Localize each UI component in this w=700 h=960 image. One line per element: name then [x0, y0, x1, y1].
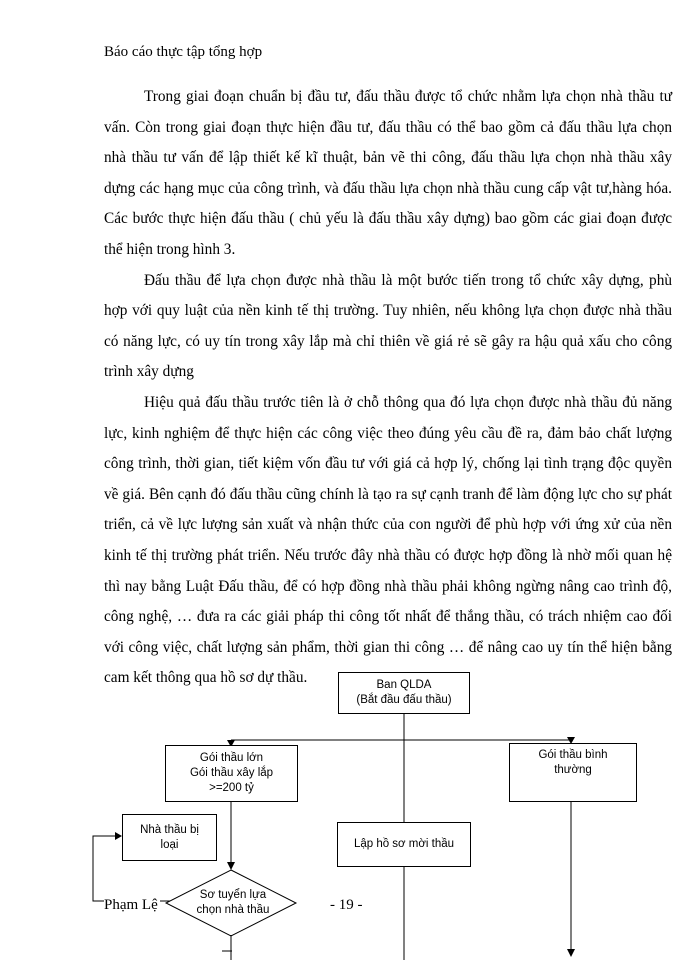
paragraph-1: Trong giai đoạn chuẩn bị đầu tư, đấu thầu được tổ chức nhằm lựa chọn nhà thầu tư vấn. Còn trong giai đoạn thực hiện đầu tư, đấu thầu có thể bao gồm cả đấu thầu lựa chọn nhà thầu tư vấn để lập thiết kế kĩ thuật, bản vẽ thi công, đấu thầu lựa chọn nhà thầu xây dựng các hạng mục của công trình, và đấu thầu lựa chọn nhà thầu cung cấp vật tư,hàng hóa. Các bước thực hiện đấu thầu ( chủ yếu là đấu thầu xây dựng) bao gồm các giai đoạn được thể hiện trong hình 3.	[104, 88, 672, 258]
prequalification-line2: chọn nhà thầu	[196, 904, 270, 916]
start-box	[338, 672, 470, 714]
footer-page-number: - 19 -	[330, 897, 363, 913]
page-header: Báo cáo thực tập tổng hợp	[104, 44, 263, 60]
arrowhead-prequalification	[227, 862, 235, 870]
prepare-invitation-line1: Lập hồ sơ mời thầu	[353, 838, 455, 850]
normal-package-line1: Gói thầu bình	[538, 749, 608, 761]
arrowhead-rejected	[115, 832, 122, 840]
start-box-line1: Ban QLDA	[376, 679, 432, 691]
large-package-line3: >=200 tỷ	[209, 782, 254, 794]
prepare-invitation-box	[337, 822, 471, 867]
rejected-line1: Nhà thầu bị	[140, 823, 199, 836]
large-package-line1: Gói thầu lớn	[199, 752, 264, 764]
start-box-line2: (Bắt đầu đấu thầu)	[356, 694, 452, 706]
large-package-line2: Gói thầu xây lắp	[189, 767, 274, 779]
rejected-box	[122, 814, 217, 861]
large-package-box	[165, 745, 298, 802]
arrowhead-normal-down	[567, 949, 575, 957]
prequalification-line1: Sơ tuyển lựa	[199, 889, 267, 901]
paragraph-3: Hiệu quả đấu thầu trước tiên là ở chỗ thông qua đó lựa chọn được nhà thầu đủ năng lực, kinh nghiệm để thực hiện các công việc theo đúng yêu cầu đề ra, đảm bảo chất lượng công trình, thời gian, tiết kiệm vốn đầu tư với giá cả hợp lý, chống lại tình trạng độc quyền về giá. Bên cạnh đó đấu thầu cũng chính là tạo ra sự cạnh tranh để làm động lực cho sự phát triển, cả về lực lượng sản xuất và nhận thức của con người để phù hợp với ứng xử của nền kinh tế thị trường phát triển. Nếu trước đây nhà thầu có được hợp đồng là nhờ mối quan hệ thì nay bằng Luật Đấu thầu, để có hợp đồng nhà thầu phải không ngừng nâng cao trình độ, công nghệ, … đưa ra các giải pháp thi công tốt nhất để thắng thầu, có trách nhiệm cao đối với công việc, chất lượng sản phẩm, thời gian thi công … để nâng cao uy tín thể hiện bằng cam kết thông qua hồ sơ dự thầu.	[104, 393, 672, 687]
prequalification-label	[178, 888, 288, 918]
normal-package-line2: thường	[554, 764, 592, 776]
footer-author: Phạm Lệ	[104, 897, 158, 913]
normal-package-box	[509, 743, 637, 802]
paragraph-2: Đấu thầu để lựa chọn được nhà thầu là một bước tiến trong tổ chức xây dựng, phù hợp với quy luật của nền kinh tế thị trường. Tuy nhiên, nếu không lựa chọn được nhà thầu có năng lực, có uy tín trong xây lắp mà chỉ thiên về giá rẻ sẽ gây ra hậu quả xấu cho công trình xây dựng	[104, 271, 672, 381]
rejected-line2: loại	[160, 838, 179, 851]
